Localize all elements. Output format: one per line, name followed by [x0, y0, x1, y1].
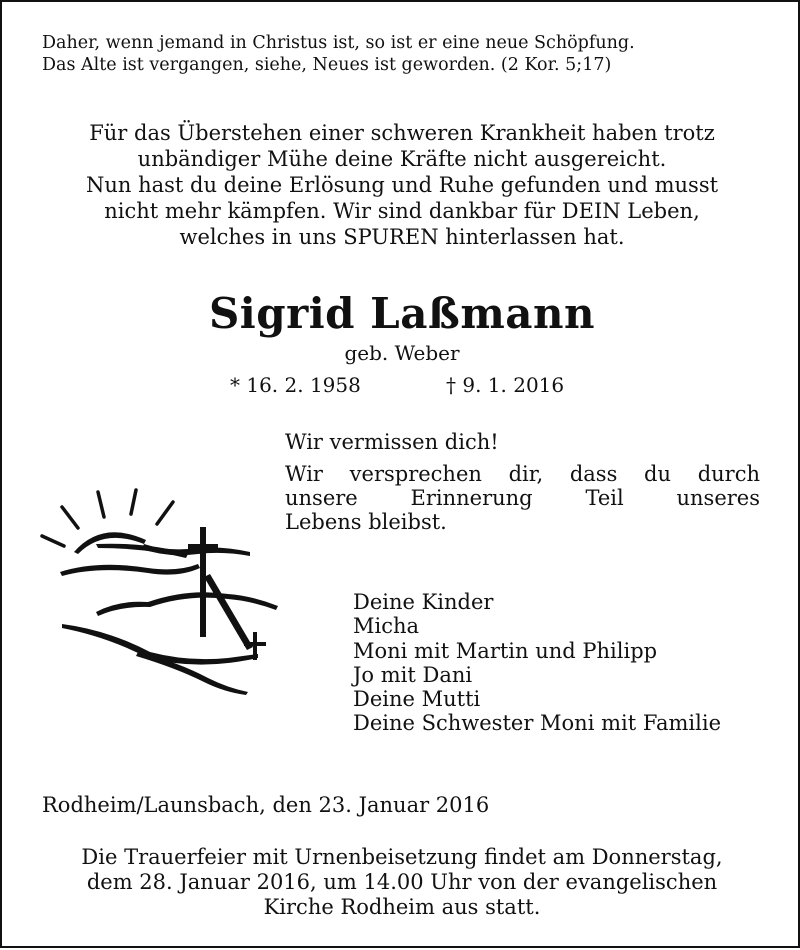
poem-line: welches in uns SPUREN hinterlassen hat.: [179, 225, 625, 249]
funeral-line: Kirche Rodheim aus statt.: [263, 895, 541, 919]
cross-shadow: [204, 574, 253, 650]
poem-line: Für das Überstehen einer schweren Krankheit haben trotz: [89, 121, 715, 145]
promise-line: Wir versprechen dir, dass du durch: [285, 462, 760, 486]
funeral-info: [2, 845, 800, 920]
bible-verse-line: Das Alte ist vergangen, siehe, Neues ist geworden. (2 Kor. 5;17): [42, 55, 612, 75]
family-member: Deine Schwester Moni mit Familie: [353, 711, 722, 736]
death-date: † 9. 1. 2016: [446, 373, 565, 397]
poem-line: unbändiger Mühe deine Kräfte nicht ausgereicht.: [137, 147, 667, 171]
sunset-cross-hills-illustration: [38, 482, 278, 697]
promise-line: unsere Erinnerung Teil unseres: [285, 486, 760, 510]
memorial-poem: [2, 120, 800, 250]
birth-date: * 16. 2. 1958: [230, 373, 361, 397]
hill-left: [60, 564, 200, 576]
place-and-date: Rodheim/Launsbach, den 23. Januar 2016: [42, 793, 490, 817]
maiden-name: geb. Weber: [344, 341, 460, 365]
bible-verse: [42, 32, 635, 76]
family-list: [353, 590, 721, 736]
promise-line: Lebens bleibst.: [285, 510, 447, 534]
funeral-line: dem 28. Januar 2016, um 14.00 Uhr von der evangelischen: [86, 870, 718, 894]
poem-line: Nun hast du deine Erlösung und Ruhe gefunden und musst: [85, 173, 719, 197]
family-member: Moni mit Martin und Philipp: [353, 638, 658, 663]
deceased-name: Sigrid Laßmann: [208, 289, 596, 338]
family-member: Deine Kinder: [353, 590, 494, 614]
family-member: Micha: [353, 614, 420, 639]
bible-verse-line: Daher, wenn jemand in Christus ist, so ist er eine neue Schöpfung.: [42, 33, 635, 53]
miss-you-text: Wir vermissen dich!: [285, 430, 499, 454]
funeral-line: Die Trauerfeier mit Urnenbeisetzung findet am Donnerstag,: [81, 845, 723, 869]
family-member: Deine Mutti: [353, 687, 481, 712]
poem-line: nicht mehr kämpfen. Wir sind dankbar für DEIN Leben,: [104, 199, 700, 223]
family-member: Jo mit Dani: [353, 662, 473, 687]
promise-text: [285, 462, 760, 534]
hill-middle: [96, 592, 278, 616]
sun-arc: [74, 532, 146, 554]
